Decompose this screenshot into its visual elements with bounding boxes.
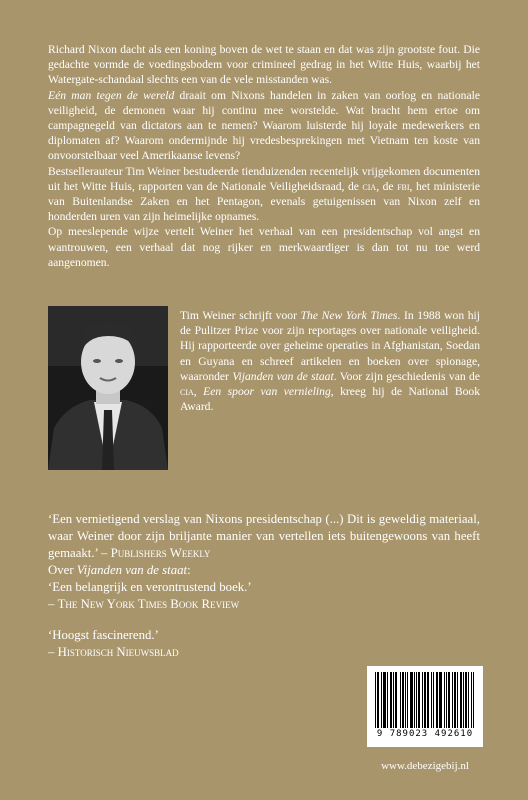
publisher-website: www.debezigebij.nl [381, 760, 469, 772]
newspaper-title: The New York Times [300, 309, 398, 322]
review-quote-3: ‘Hoogst fascinerend.’ – Historisch Nieuwsblad [48, 628, 179, 659]
related-book-title: Vijanden van de staat [232, 369, 334, 383]
review-quotes [48, 511, 480, 675]
author-bio: Tim Weiner schrijft voor The New York Times. In 1988 won hij de Pulitzer Prize voor zijn reportages over nationale veiligheid. Hij rapporteerde over geheime operaties in Afghanistan, Soedan en Guyana en schreef artikelen en boeken over spionage, waaronder Vijanden van de staat. Voor zijn geschiedenis van de cia, Een spoor van vernieling, kreeg hij de National Book Award. [180, 309, 481, 414]
book-title: Eén man tegen de wereld [48, 88, 175, 102]
isbn-barcode [367, 666, 483, 747]
review-source-2: The New York Times Book Review [57, 597, 240, 611]
synopsis-text [48, 42, 480, 270]
author-photo [48, 306, 168, 470]
synopsis-paragraph-3: Bestsellerauteur Tim Weiner bestudeerde tienduizenden recentelijk vrijgekomen documenten uit het Witte Huis, rapporten van de Nationale Veiligheidsraad, de cia, de fbi, het ministerie van Buitenlandse Zaken en het Pentagon, evenals getuigenissen van Nixon zelf en honderden uren van zijn heimelijke opnames. [48, 164, 480, 224]
synopsis-paragraph-1: Richard Nixon dacht als een koning boven de wet te staan en dat was zijn grootste fout. Die gedachte vormde de voedingsbodem voor crimineel gedrag in het Witte Huis, waarbij het Watergate-schandaal slechts een van de vele misstanden was. [48, 43, 480, 87]
review-source-1: Publishers Weekly [110, 546, 211, 560]
review-source-3: Historisch Nieuwsblad [57, 645, 179, 659]
isbn-number: 9 789023 492610 [376, 729, 474, 739]
author-portrait-image [48, 306, 168, 470]
review-quote-1: ‘Een vernietigend verslag van Nixons presidentschap (...) Dit is geweldig materiaal, waar Weiner door zijn briljante manier van vertellen iets buitengewoons van heeft gemaakt.’ – Publishers Weekly [48, 512, 480, 560]
over-heading: Over Vijanden van de staat: [48, 563, 191, 577]
related-book-title-2: Een spoor van vernieling [203, 385, 331, 399]
barcode-icon [375, 672, 475, 728]
review-quote-2: ‘Een belangrijk en verontrustend boek.’ – The New York Times Book Review [48, 580, 252, 611]
synopsis-paragraph-4: Op meeslepende wijze vertelt Weiner het verhaal van een presidentschap vol angst en wantrouwen, een verhaal dat nog rijker en merkwaardiger is dan tot nu toe werd aangenomen. [48, 225, 480, 269]
synopsis-paragraph-2: Eén man tegen de wereld draait om Nixons handelen in zaken van oorlog en nationale veiligheid, de demonen waar hij continu mee worstelde. Wat bracht hem ertoe om campagnegeld van dictators aan te nemen? Waarom luisterde hij loyale medewerkers en diplomaten af? Waarom ondermijnde hij vredesbesprekingen met Vietnam ten koste van onvoorstelbaar veel Amerikaanse levens? [48, 88, 480, 163]
